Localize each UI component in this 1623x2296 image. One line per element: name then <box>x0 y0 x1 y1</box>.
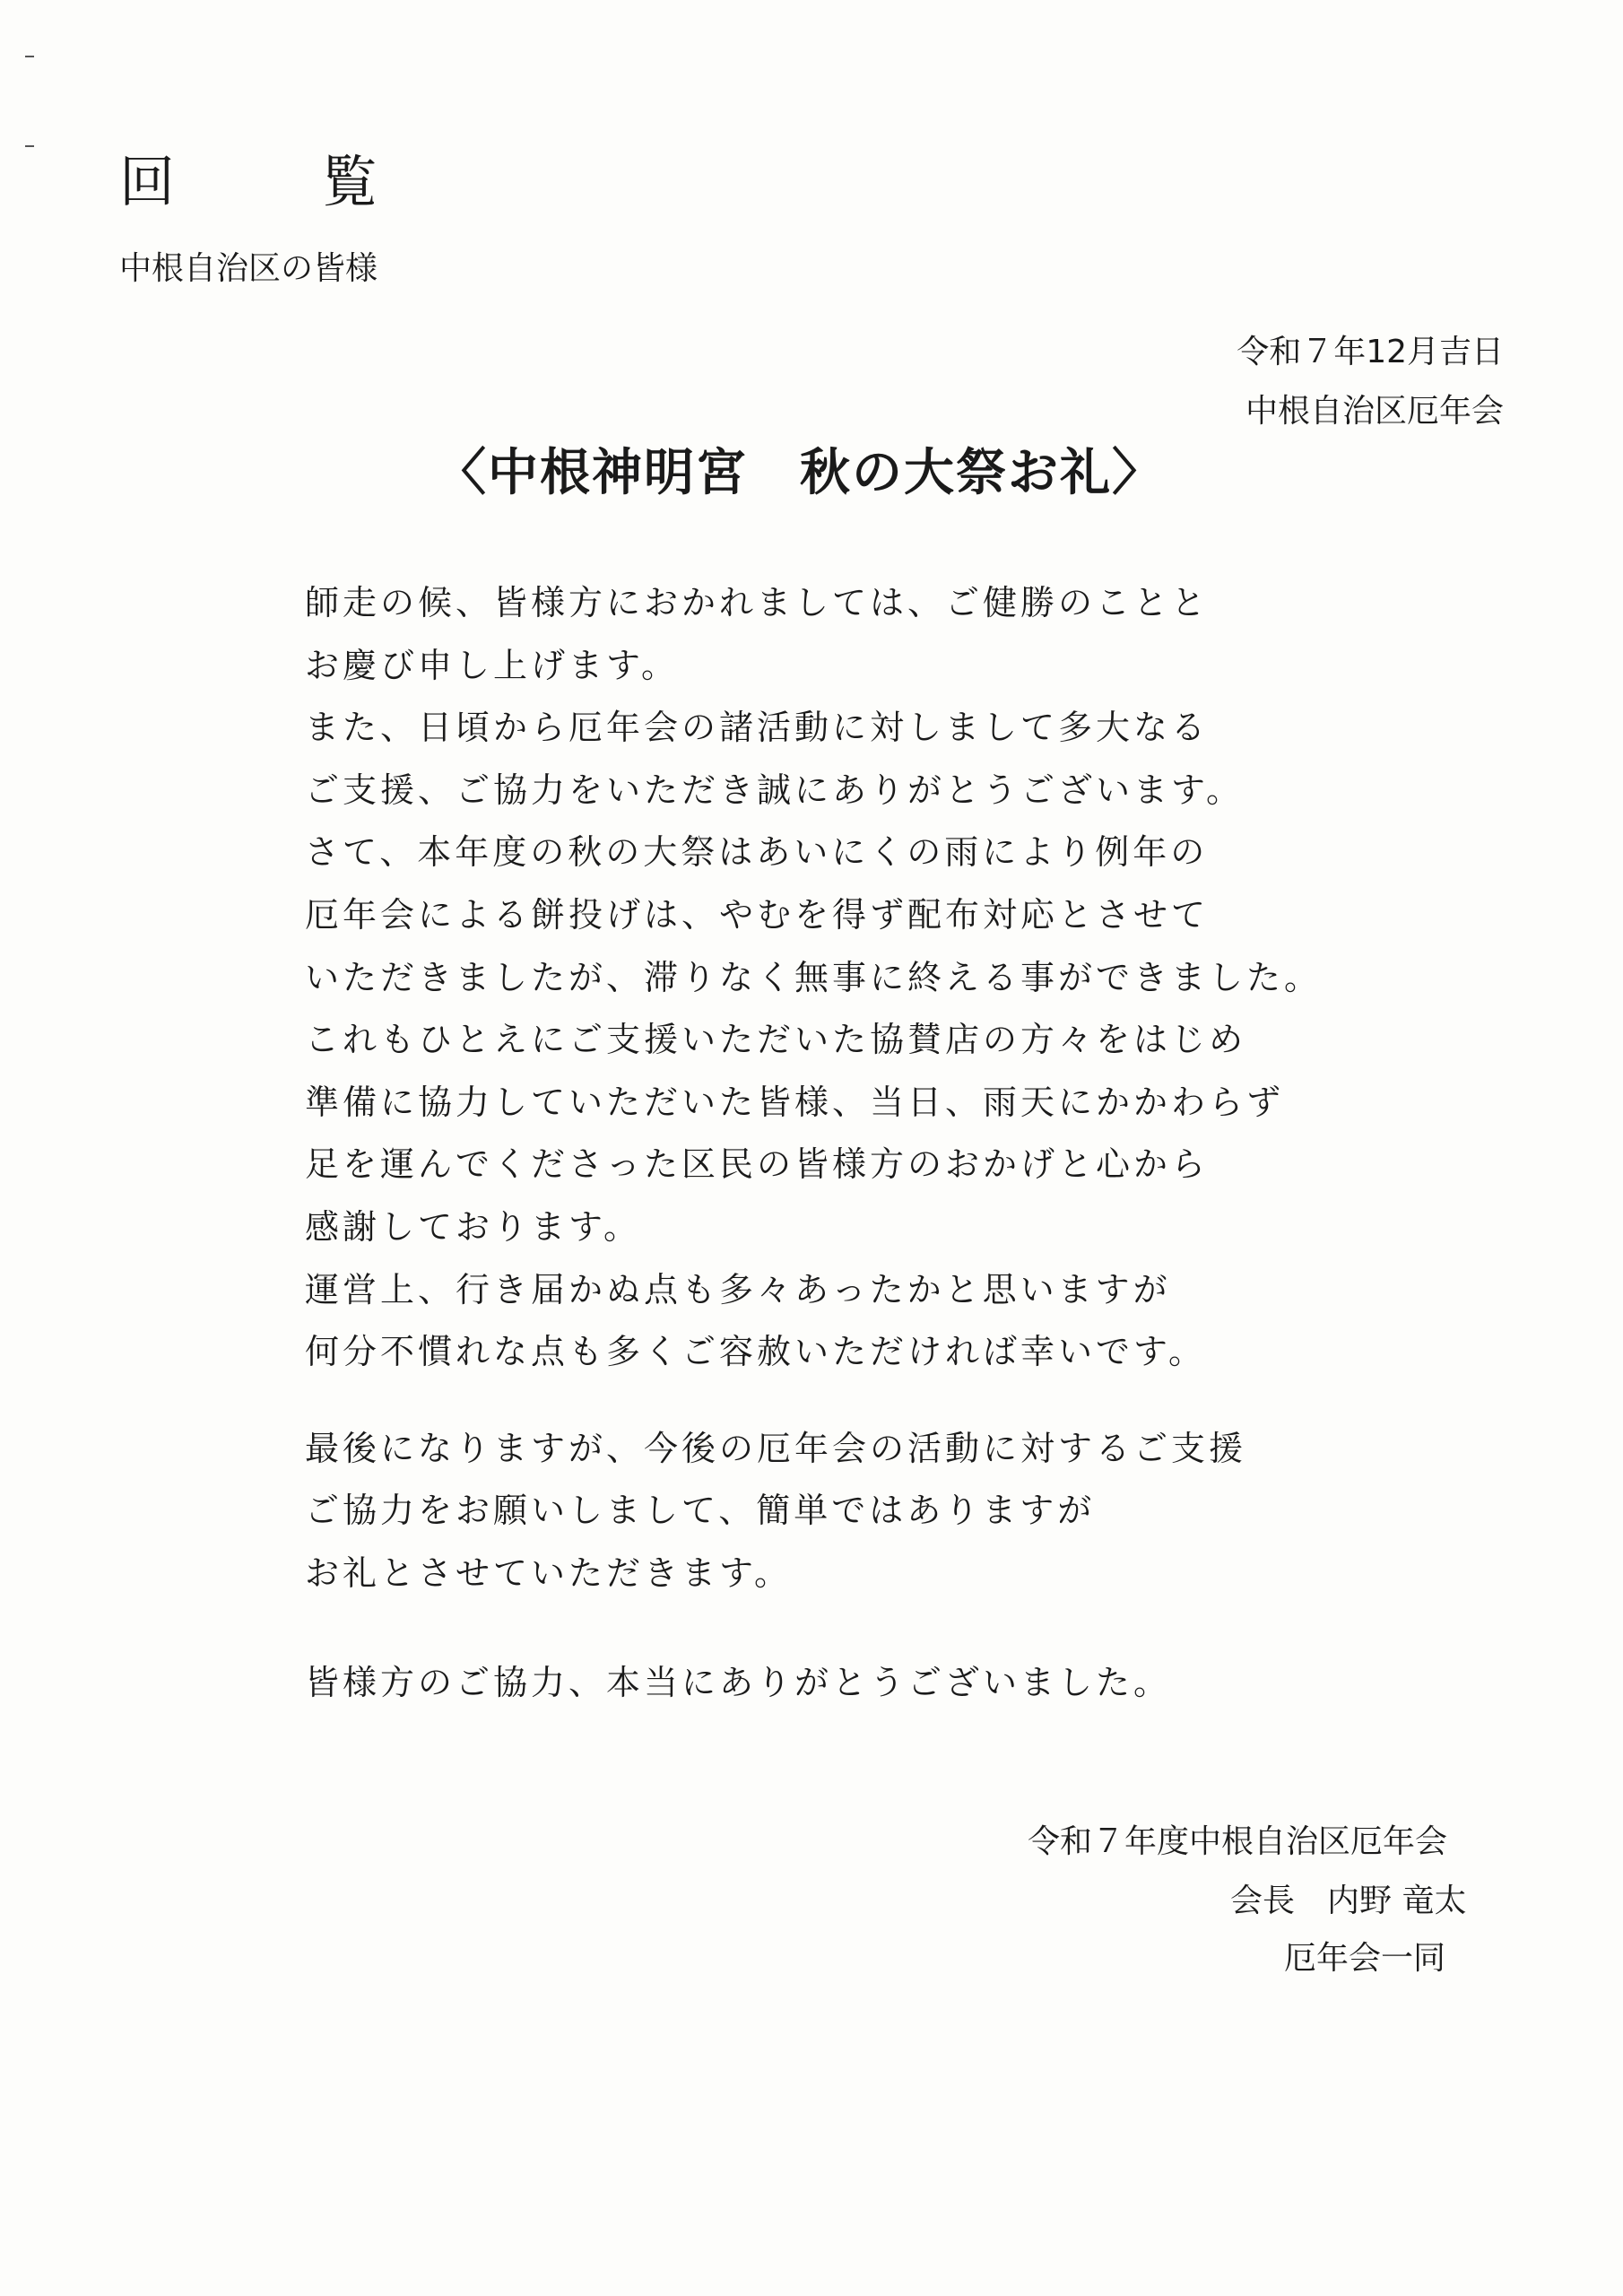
body-line: お礼とさせていただきます。 <box>305 1552 792 1593</box>
body-line: 準備に協力していただいた皆様、当日、雨天にかかわらず <box>305 1082 1285 1122</box>
signature-organization: 令和７年度中根自治区厄年会 <box>1028 1823 1448 1860</box>
body-line: 師走の候、皆様方におかれましては、ご健勝のことと <box>305 583 1210 622</box>
body-line: 感謝しております。 <box>305 1206 641 1247</box>
signature-members: 厄年会一同 <box>1284 1940 1446 1977</box>
body-line: お慶び申し上げます。 <box>305 645 679 685</box>
letter-body <box>305 572 1345 1714</box>
body-line: いただきましたが、滞りなく無事に終える事ができました。 <box>305 957 1323 997</box>
body-line: これもひとえにご支援いただいた協賛店の方々をはじめ <box>305 1020 1247 1060</box>
body-line: さて、本年度の秋の大祭はあいにくの雨により例年の <box>305 832 1209 873</box>
date-block <box>1237 323 1504 441</box>
issuer: 中根自治区厄年会 <box>1245 393 1504 430</box>
addressee: 中根自治区の皆様 <box>119 250 378 287</box>
circular-label: 回 覧 <box>119 149 442 214</box>
body-line: 厄年会による餅投げは、やむを得ず配布対応とさせて <box>305 894 1210 935</box>
body-line: 足を運んでくださった区民の皆様方のおかげと心から <box>305 1144 1210 1185</box>
body-line: 何分不慣れな点も多くご容赦いただければ幸いです。 <box>305 1332 1206 1372</box>
body-line: ご協力をお願いしまして、簡単ではありますが <box>305 1491 1096 1531</box>
paragraph-gap <box>305 1605 1345 1652</box>
scan-edge-mark <box>25 56 34 57</box>
body-line: 最後になりますが、今後の厄年会の活動に対するご支援 <box>305 1428 1247 1468</box>
scan-edge-mark <box>25 145 34 147</box>
body-line: また、日頃から厄年会の諸活動に対しまして多大なる <box>305 708 1210 748</box>
body-line: 運営上、行き届かぬ点も多々あったかと思いますが <box>305 1269 1171 1309</box>
body-line: ご支援、ご協力をいただき誠にありがとうございます。 <box>305 770 1244 810</box>
issue-date: 令和７年12月吉日 <box>1237 334 1504 370</box>
document-title: 〈中根神明宮 秋の大祭お礼〉 <box>436 444 1164 502</box>
body-line: 皆様方のご協力、本当にありがとうございました。 <box>305 1662 1172 1702</box>
signature-chairman: 会長 内野 竜太 <box>1230 1883 1467 1919</box>
paragraph-gap <box>305 1384 1345 1418</box>
